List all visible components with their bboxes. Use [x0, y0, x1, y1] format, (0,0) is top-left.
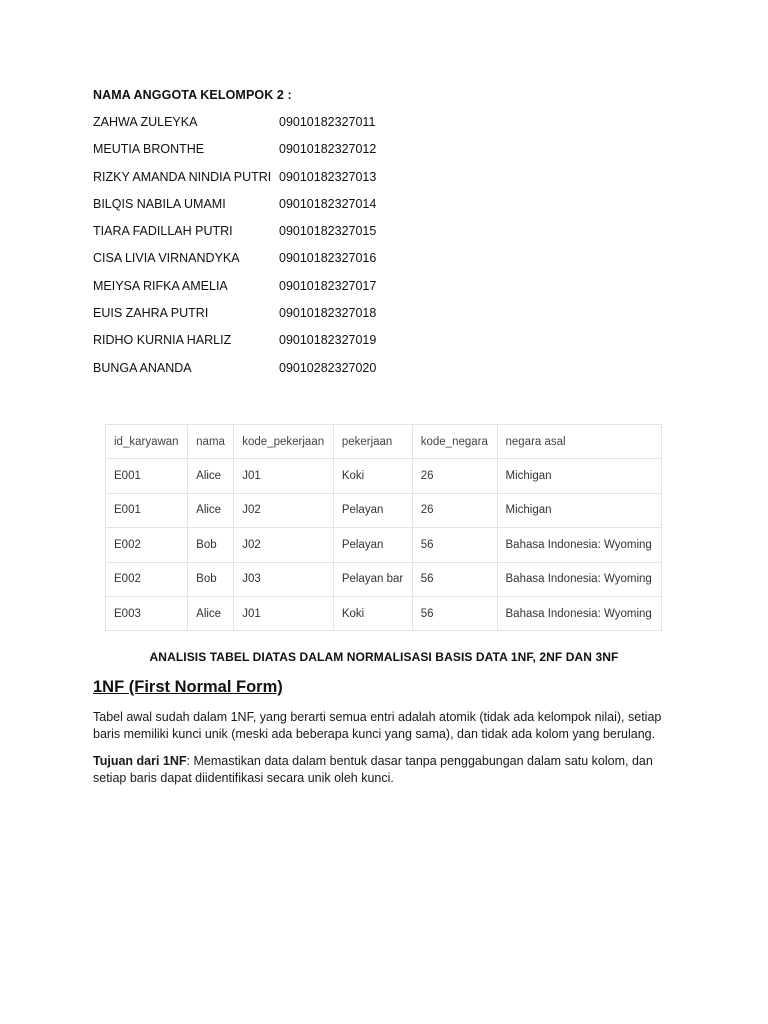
table-cell: Koki — [333, 459, 412, 493]
column-header: pekerjaan — [333, 425, 412, 459]
member-nim: 09010182327019 — [279, 333, 377, 348]
table-cell: 26 — [412, 459, 497, 493]
member-name: CISA LIVIA VIRNANDYKA — [93, 251, 240, 266]
goal-label: Tujuan dari 1NF — [93, 754, 187, 768]
table-cell: J02 — [234, 528, 334, 562]
member-name: BUNGA ANANDA — [93, 360, 192, 375]
member-nim: 09010182327012 — [279, 142, 377, 157]
member-row — [93, 361, 413, 388]
table-cell: Koki — [333, 596, 412, 630]
member-nim: 09010182327014 — [279, 196, 377, 211]
table-cell: Michigan — [497, 459, 662, 493]
analysis-title: ANALISIS TABEL DIATAS DALAM NORMALISASI BASIS DATA 1NF, 2NF DAN 3NF — [149, 650, 619, 664]
member-row — [93, 251, 413, 278]
table-cell: Michigan — [497, 493, 662, 527]
member-name: BILQIS NABILA UMAMI — [93, 196, 226, 211]
section-heading-1nf: 1NF (First Normal Form) — [93, 678, 283, 696]
table-cell: E001 — [106, 493, 188, 527]
table-cell: Alice — [188, 459, 234, 493]
table-cell: Bahasa Indonesia: Wyoming — [497, 562, 662, 596]
table-cell: E002 — [106, 528, 188, 562]
table-cell: Bahasa Indonesia: Wyoming — [497, 528, 662, 562]
table-cell: J01 — [234, 459, 334, 493]
table-cell: J03 — [234, 562, 334, 596]
paragraph-1nf-goal — [93, 753, 683, 787]
table-row — [106, 528, 662, 562]
table-cell: Alice — [188, 493, 234, 527]
table-cell: Bahasa Indonesia: Wyoming — [497, 596, 662, 630]
member-nim: 09010282327020 — [279, 360, 377, 375]
member-row — [93, 279, 413, 306]
table-cell: Bob — [188, 562, 234, 596]
table-cell: Pelayan bar — [333, 562, 412, 596]
member-nim: 09010182327018 — [279, 306, 377, 321]
member-row — [93, 306, 413, 333]
table-cell: 26 — [412, 493, 497, 527]
column-header: negara asal — [497, 425, 662, 459]
member-row — [93, 142, 413, 169]
table-row — [106, 493, 662, 527]
member-name: TIARA FADILLAH PUTRI — [93, 224, 233, 239]
member-row — [93, 115, 413, 142]
table-cell: Bob — [188, 528, 234, 562]
table-cell: 56 — [412, 528, 497, 562]
member-name: ZAHWA ZULEYKA — [93, 115, 198, 129]
table-row — [106, 596, 662, 630]
table-cell: E001 — [106, 459, 188, 493]
table-cell: 56 — [412, 562, 497, 596]
member-row — [93, 197, 413, 224]
table-cell: J02 — [234, 493, 334, 527]
column-header: id_karyawan — [106, 425, 188, 459]
table-cell: E003 — [106, 596, 188, 630]
members-title: NAMA ANGGOTA KELOMPOK 2 : — [93, 88, 292, 102]
member-nim: 09010182327011 — [279, 115, 376, 129]
member-row — [93, 170, 413, 197]
member-nim: 09010182327016 — [279, 251, 377, 266]
column-header: kode_negara — [412, 425, 497, 459]
member-nim: 09010182327013 — [279, 169, 377, 184]
goal-text: : Memastikan data dalam bentuk dasar tanpa penggabungan dalam satu kolom, dan setiap baris dapat diidentifikasi secara unik oleh kunci. — [93, 754, 653, 785]
member-row — [93, 333, 413, 360]
table-row — [106, 562, 662, 596]
member-nim: 09010182327015 — [279, 224, 377, 239]
member-name: MEIYSA RIFKA AMELIA — [93, 278, 228, 293]
table-header-row — [106, 425, 662, 459]
member-nim: 09010182327017 — [279, 278, 377, 293]
column-header: nama — [188, 425, 234, 459]
member-name: RIZKY AMANDA NINDIA PUTRI — [93, 169, 272, 184]
table-row — [106, 459, 662, 493]
table-cell: 56 — [412, 596, 497, 630]
table-cell: Pelayan — [333, 493, 412, 527]
column-header: kode_pekerjaan — [234, 425, 334, 459]
member-list — [93, 115, 413, 388]
member-row — [93, 224, 413, 251]
member-name: MEUTIA BRONTHE — [93, 142, 205, 157]
table-cell: E002 — [106, 562, 188, 596]
table-cell: Pelayan — [333, 528, 412, 562]
employee-table — [105, 424, 662, 631]
table-cell: Alice — [188, 596, 234, 630]
paragraph-1nf-description: Tabel awal sudah dalam 1NF, yang berarti semua entri adalah atomik (tidak ada kelompok nilai), setiap baris memiliki kunci unik (meski ada beberapa kunci yang sama), dan tidak ada kolom yang berulang. — [93, 710, 662, 741]
member-name: RIDHO KURNIA HARLIZ — [93, 333, 232, 348]
table-cell: J01 — [234, 596, 334, 630]
employee-table-image — [105, 424, 662, 631]
member-name: EUIS ZAHRA PUTRI — [93, 306, 209, 321]
